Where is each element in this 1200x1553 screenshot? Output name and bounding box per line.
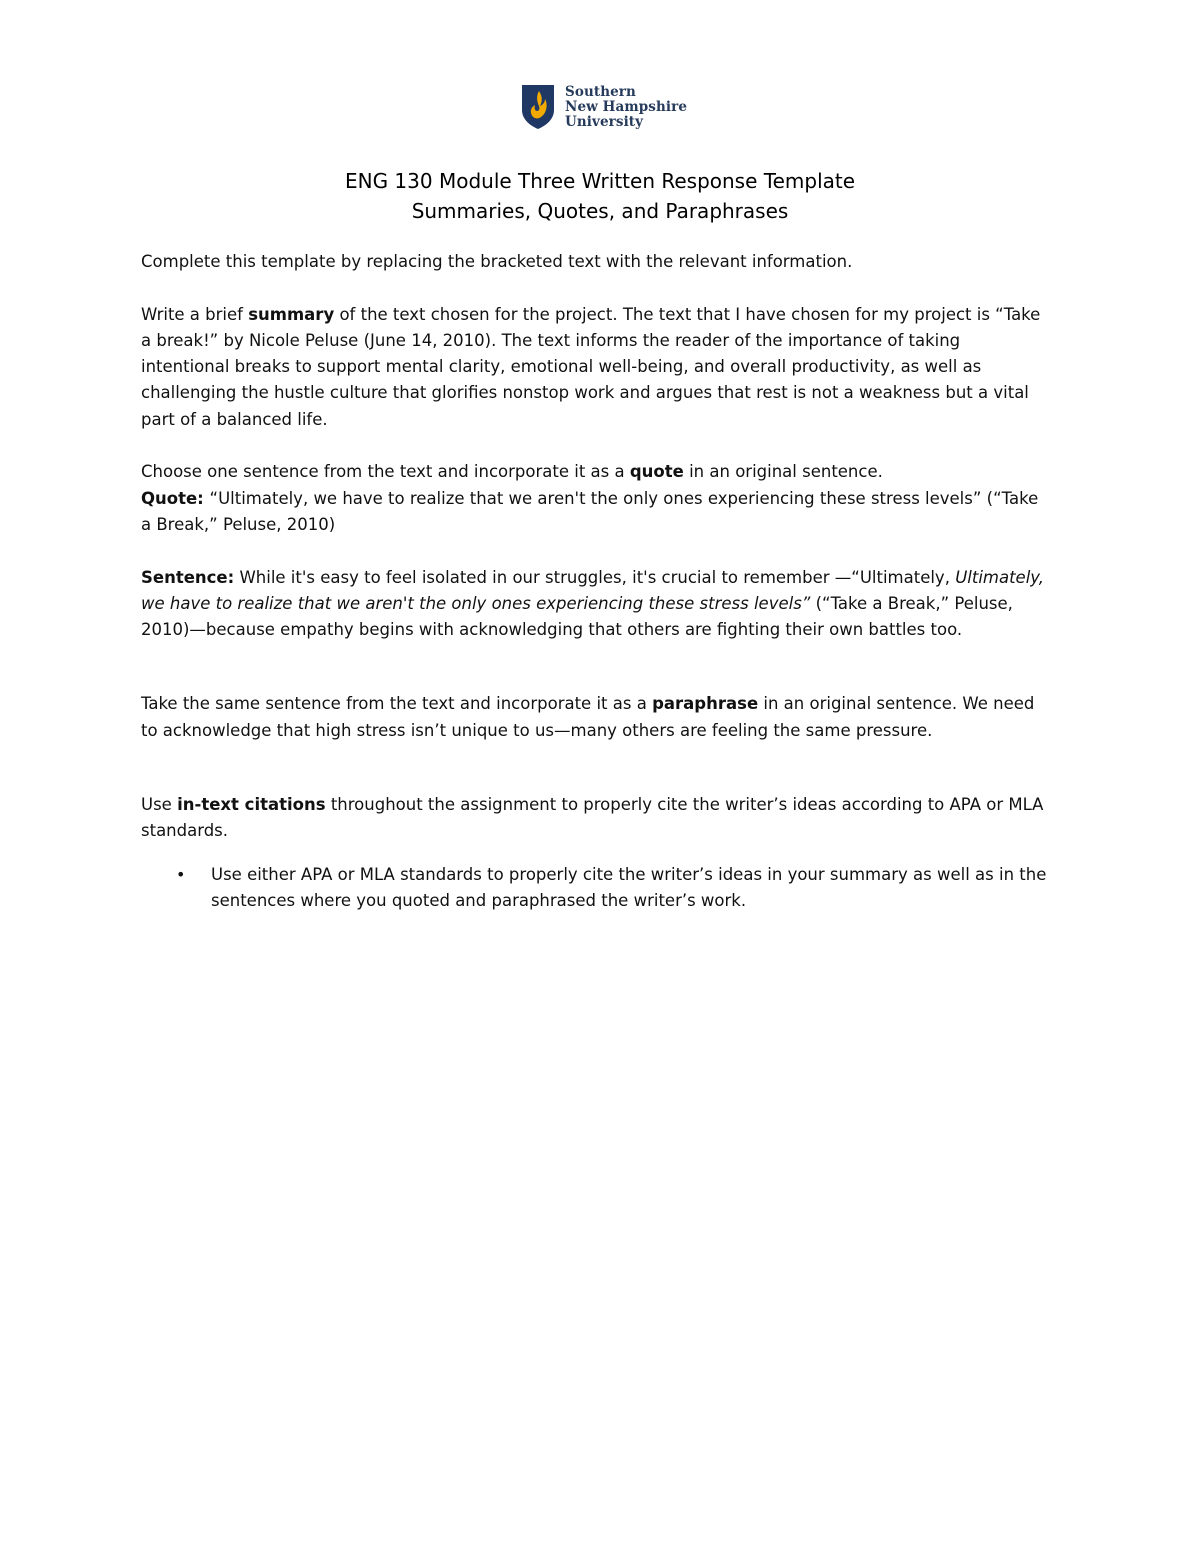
title-line-2: Summaries, Quotes, and Paraphrases xyxy=(411,199,789,223)
quote-keyword: quote xyxy=(629,462,684,482)
citations-keyword: in-text citations xyxy=(177,795,326,815)
paraphrase-paragraph xyxy=(141,691,1053,744)
sentence-italic-quote: Ultimately, we have to realize that we aren't the only ones experiencing these stress levels” xyxy=(141,567,1045,613)
logo-line-3: University xyxy=(565,113,644,130)
sentence-label: Sentence: xyxy=(141,567,235,587)
bullet-text: Use either APA or MLA standards to properly cite the writer’s ideas in your summary as well as in the sentences where you quoted and paraphrased the writer’s work. xyxy=(211,864,1047,910)
paraphrase-prefix: Take the same sentence from the text and incorporate it as a xyxy=(141,694,653,714)
paraphrase-text: in an original sentence. We need to acknowledge that high stress isn’t unique to us—many others are feeling the same pressure. xyxy=(141,694,1035,740)
quote-text: “Ultimately, we have to realize that we aren't the only ones experiencing these stress levels” (“Take a Break,” Peluse, 2010) xyxy=(141,488,1039,534)
summary-text: of the text chosen for the project. The text that I have chosen for my project is “Take a break!” by Nicole Peluse (June 14, 2010). The text informs the reader of the importance of taking intentional breaks to support mental clarity, emotional well-being, and overall productivity, as well as challenging the hustle culture that glorifies nonstop work and argues that rest is not a weakness but a vital part of a balanced life. xyxy=(141,304,1041,429)
snhu-shield-flame-icon xyxy=(521,84,555,130)
quote-label: Quote: xyxy=(141,488,210,508)
quote-paragraph xyxy=(141,486,1053,539)
logo-wordmark xyxy=(565,85,687,130)
sentence-paragraph xyxy=(141,565,1053,644)
logo-line-2: New Hampshire xyxy=(565,98,688,115)
summary-keyword: summary xyxy=(248,304,335,324)
university-logo xyxy=(521,84,687,130)
title-line-1: ENG 130 Module Three Written Response Template xyxy=(344,169,856,193)
citations-paragraph xyxy=(141,792,1053,845)
sentence-text-1: While it's easy to feel isolated in our struggles, it's crucial to remember —“Ultimately, xyxy=(234,567,956,587)
summary-prefix: Write a brief xyxy=(141,304,249,324)
list-item xyxy=(176,862,1053,915)
document-body xyxy=(141,249,1053,914)
quote-instruction-suffix: in an original sentence. xyxy=(683,462,883,482)
citations-suffix: throughout the assignment to properly cite the writer’s ideas according to APA or MLA standards. xyxy=(141,795,1044,841)
logo-line-1: Southern xyxy=(565,83,636,100)
sentence-text-2: (“Take a Break,” Peluse, 2010)—because empathy begins with acknowledging that others are fighting their own battles too. xyxy=(141,593,1013,640)
document-title xyxy=(0,166,1200,226)
citations-prefix: Use xyxy=(141,795,178,815)
bullet-icon: • xyxy=(176,864,186,884)
quote-instruction xyxy=(141,459,1053,485)
paraphrase-keyword: paraphrase xyxy=(652,694,759,714)
intro-paragraph: Complete this template by replacing the bracketed text with the relevant information. xyxy=(141,252,853,271)
quote-instruction-prefix: Choose one sentence from the text and incorporate it as a xyxy=(141,462,630,482)
summary-paragraph xyxy=(141,302,1053,433)
